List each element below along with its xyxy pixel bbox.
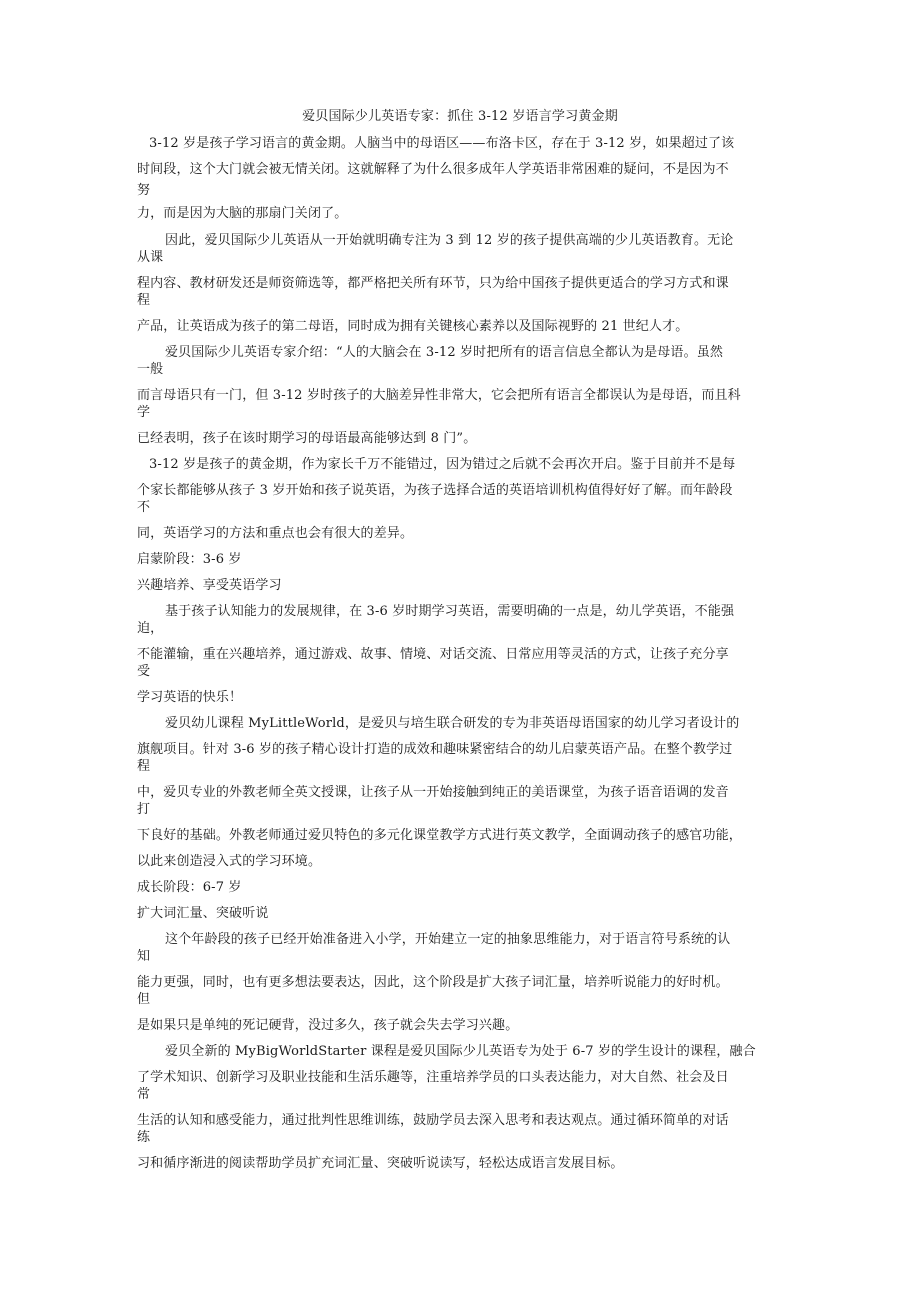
text-line: 基于孩子认知能力的发展规律，在 3-6 岁时期学习英语，需要明确的一点是，幼儿学英语，不能强 xyxy=(165,604,735,619)
text-line: 爱贝幼儿课程 MyLittleWorld，是爱贝与培生联合研发的专为非英语母语国家的幼儿学习者设计的 xyxy=(165,716,740,731)
text-line: 同，英语学习的方法和重点也会有很大的差异。 xyxy=(137,526,414,541)
text-line: 迫， xyxy=(137,621,164,636)
text-line: 程 xyxy=(137,293,151,308)
text-line: 努 xyxy=(137,183,151,198)
text-line: 受 xyxy=(137,664,151,679)
text-line: 旗舰项目。针对 3-6 岁的孩子精心设计打造的成效和趣味紧密结合的幼儿启蒙英语产品。在整个教学过 xyxy=(137,742,733,757)
text-line: 学习英语的快乐！ xyxy=(137,690,243,705)
text-line: 时间段，这个大门就会被无情关闭。这就解释了为什么很多成年人学英语非常困难的疑问，不是因为不 xyxy=(137,162,729,177)
text-line: 学 xyxy=(137,405,151,420)
section-subheading: 扩大词汇量、突破听说 xyxy=(137,906,269,921)
section-heading: 成长阶段：6-7 岁 xyxy=(137,880,242,895)
text-line: 了学术知识、创新学习及职业技能和生活乐趣等，注重培养学员的口头表达能力，对大自然、社会及日 xyxy=(137,1070,729,1085)
text-line: 能力更强，同时，也有更多想法要表达，因此，这个阶段是扩大孩子词汇量，培养听说能力的好时机。 xyxy=(137,975,729,990)
text-line: 爱贝全新的 MyBigWorldStarter 课程是爱贝国际少儿英语专为处于 6-7 岁的学生设计的课程，融合 xyxy=(165,1044,756,1059)
text-line: 但 xyxy=(137,992,151,1007)
text-line: 习和循序渐进的阅读帮助学员扩充词汇量、突破听说读写，轻松达成语言发展目标。 xyxy=(137,1156,624,1171)
text-line: 练 xyxy=(137,1130,151,1145)
text-line: 因此，爱贝国际少儿英语从一开始就明确专注为 3 到 12 岁的孩子提供高端的少儿英语教育。无论 xyxy=(165,233,734,248)
text-line: 从课 xyxy=(137,250,164,265)
text-line: 这个年龄段的孩子已经开始准备进入小学，开始建立一定的抽象思维能力，对于语言符号系统的认 xyxy=(165,932,731,947)
text-line: 3-12 岁是孩子的黄金期，作为家长千万不能错过，因为错过之后就不会再次开启。鉴于目前并不是每 xyxy=(149,457,736,472)
text-line: 以此来创造浸入式的学习环境。 xyxy=(137,854,322,869)
text-line: 不 xyxy=(137,500,151,515)
text-line: 3-12 岁是孩子学习语言的黄金期。人脑当中的母语区——布洛卡区，存在于 3-12 岁，如果超过了该 xyxy=(149,136,735,151)
text-line: 打 xyxy=(137,802,151,817)
section-subheading: 兴趣培养、享受英语学习 xyxy=(137,578,282,593)
text-line: 已经表明，孩子在该时期学习的母语最高能够达到 8 门”。 xyxy=(137,431,477,446)
text-line: 下良好的基础。外教老师通过爱贝特色的多元化课堂教学方式进行英文教学，全面调动孩子的感官功能， xyxy=(137,828,742,843)
text-line: 力，而是因为大脑的那扇门关闭了。 xyxy=(137,206,348,221)
section-heading: 启蒙阶段：3-6 岁 xyxy=(137,552,242,567)
text-line: 程 xyxy=(137,759,151,774)
text-line: 中，爱贝专业的外教老师全英文授课，让孩子从一开始接触到纯正的美语课堂，为孩子语音语调的发音 xyxy=(137,785,729,800)
text-line: 个家长都能够从孩子 3 岁开始和孩子说英语，为孩子选择合适的英语培训机构值得好好了解。而年龄段 xyxy=(137,483,733,498)
text-line: 一般 xyxy=(137,362,164,377)
text-line: 常 xyxy=(137,1087,151,1102)
text-line: 生活的认知和感受能力，通过批判性思维训练，鼓励学员去深入思考和表达观点。通过循环简单的对话 xyxy=(137,1113,729,1128)
text-line: 产品，让英语成为孩子的第二母语，同时成为拥有关键核心素养以及国际视野的 21 世纪人才。 xyxy=(137,319,689,334)
text-line: 程内容、教材研发还是师资筛选等，都严格把关所有环节，只为给中国孩子提供更适合的学习方式和课 xyxy=(137,276,729,291)
text-line: 不能灌输，重在兴趣培养，通过游戏、故事、情境、对话交流、日常应用等灵活的方式，让孩子充分享 xyxy=(137,647,729,662)
text-line: 知 xyxy=(137,949,151,964)
text-line: 爱贝国际少儿英语专家介绍：“人的大脑会在 3-12 岁时把所有的语言信息全都认为是母语。虽然 xyxy=(165,345,724,360)
document-title: 爱贝国际少儿英语专家：抓住 3-12 岁语言学习黄金期 xyxy=(302,109,618,124)
text-line: 而言母语只有一门，但 3-12 岁时孩子的大脑差异性非常大，它会把所有语言全都误认为是母语，而且科 xyxy=(137,388,741,403)
text-line: 是如果只是单纯的死记硬背，没过多久，孩子就会失去学习兴趣。 xyxy=(137,1018,519,1033)
